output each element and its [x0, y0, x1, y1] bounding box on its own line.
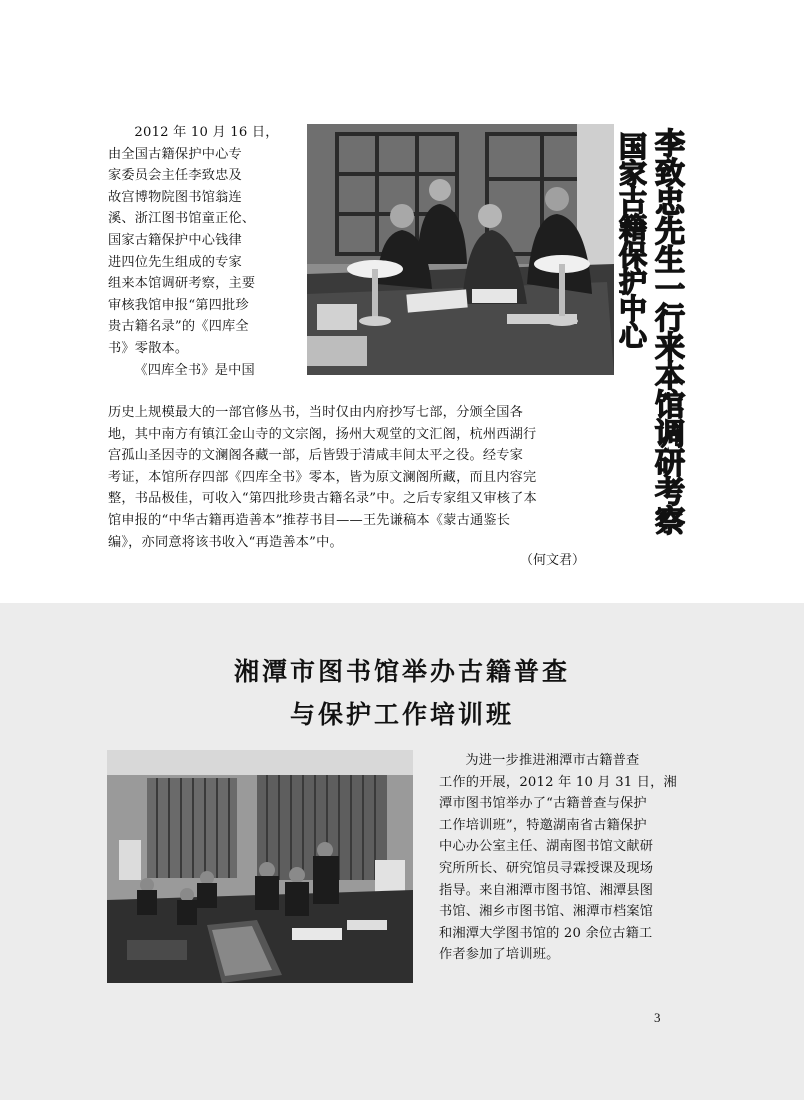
para-line: 中心办公室主任、湖南图书馆文献研 [439, 839, 654, 855]
para-line: 潭市图书馆举办了“古籍普查与保护 [439, 796, 647, 812]
photo-experts-reviewing-books [307, 124, 614, 375]
para-line: 指导。来自湘潭市图书馆、湘潭县图 [439, 882, 654, 898]
para-line: 工作的开展，2012 年 10 月 31 日，湘 [439, 774, 677, 790]
para-line: 究所所长、研究馆员寻霖授课及现场 [439, 860, 654, 876]
para-line: 进四位先生组成的专家 [108, 254, 242, 270]
photo-training-class [107, 750, 413, 983]
para-line: 为进一步推进湘潭市古籍普查 [465, 753, 640, 768]
article1-narrow-text [108, 122, 298, 381]
page-number: 3 [654, 1010, 661, 1025]
para-line: 国家古籍保护中心钱律 [108, 232, 242, 248]
para-line: 工作培训班”，特邀湖南省古籍保护 [439, 817, 647, 833]
para-line: 馆申报的“中华古籍再造善本”推荐书目——王先谦稿本《蒙古通鉴长 [108, 512, 511, 528]
article2-text [439, 750, 699, 966]
author-signature: （何文君） [520, 553, 586, 568]
article1-wide-text [108, 402, 614, 553]
para-line: 《四库全书》是中国 [134, 362, 255, 378]
para-line: 考证，本馆所存四部《四库全书》零本，皆为原文澜阁所藏，而且内容完 [108, 469, 537, 485]
para-line: 审核我馆申报“第四批珍 [108, 297, 249, 313]
para-line: 书馆、湘乡市图书馆、湘潭市档案馆 [439, 904, 654, 920]
para-line: 贵古籍名录”的《四库全 [108, 319, 249, 335]
para-line: 历史上规模最大的一部官修丛书，当时仅由内府抄写七部，分颁全国各 [108, 405, 524, 420]
para-line: 作者参加了培训班。 [439, 947, 560, 963]
para-line: 由全国古籍保护中心专 [108, 146, 242, 162]
para-line: 故宫博物院图书馆翁连 [108, 189, 242, 205]
para-line: 组来本馆调研考察，主要 [108, 276, 256, 292]
vertical-title-national-center: 国家古籍保护中心 [615, 132, 648, 348]
para-line: 溪、浙江图书馆童正伦、 [108, 211, 256, 227]
para-line: 和湘潭大学图书馆的 20 余位古籍工 [439, 925, 653, 941]
para-line: 编》，亦同意将该书收入“再造善本”中。 [108, 534, 343, 550]
article2-headline-line2: 与保护工作培训班 [289, 700, 514, 729]
para-line: 宫孤山圣因寺的文澜阁各藏一部，后皆毁于清咸丰间太平之役。经专家 [108, 448, 524, 464]
vertical-title-visit: 李致忠先生一行来本馆调研考察 [649, 128, 684, 534]
para-line: 家委员会主任李致忠及 [108, 168, 242, 184]
para-line: 整，书品极佳，可收入“第四批珍贵古籍名录”中。之后专家组又审核了本 [108, 491, 537, 507]
para-line: 2012 年 10 月 16 日， [134, 125, 279, 140]
para-line: 地，其中南方有镇江金山寺的文宗阁，扬州大观堂的文汇阁，杭州西湖行 [108, 426, 537, 442]
para-line: 书》零散本。 [108, 340, 189, 356]
article2-headline-line1: 湘潭市图书馆举办古籍普查 [233, 657, 570, 686]
